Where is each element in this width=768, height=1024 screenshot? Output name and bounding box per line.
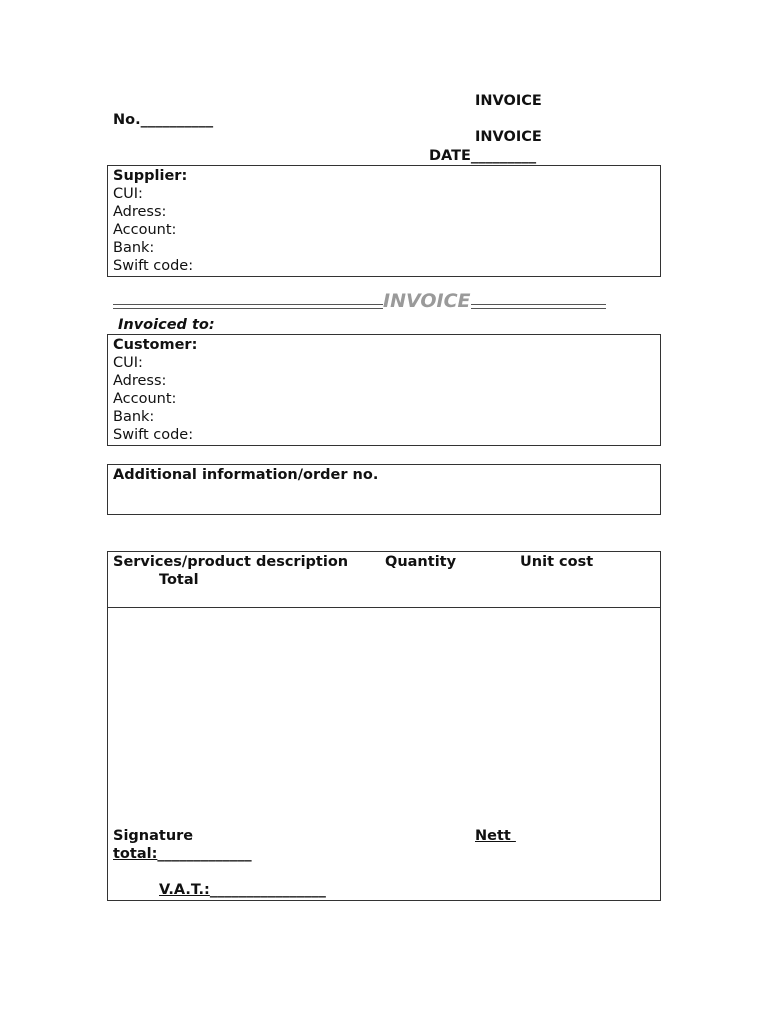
customer-box: [107, 334, 661, 446]
invoiced-to-label: Invoiced to:: [118, 317, 215, 333]
supplier-swift-label: Swift code:: [113, 258, 194, 274]
supplier-address-label: Adress:: [113, 204, 167, 220]
additional-info-label: Additional information/order no.: [113, 467, 379, 483]
vat-label: V.A.T.:: [159, 882, 210, 898]
invoice-date-heading: INVOICE: [475, 129, 542, 145]
col-description-header: Services/product description: [113, 554, 349, 570]
nett-total-field: [113, 845, 252, 863]
total-label: total:: [113, 846, 158, 862]
invoice-date-field: DATE_________: [429, 148, 537, 164]
customer-heading: Customer:: [113, 337, 198, 353]
items-table-body: [108, 608, 660, 830]
supplier-heading: Supplier:: [113, 168, 188, 184]
banner-rule-right: [471, 304, 606, 309]
customer-bank-label: Bank:: [113, 409, 155, 425]
invoice-banner-title: INVOICE: [383, 290, 471, 312]
invoice-banner: [113, 292, 608, 316]
invoice-number-field: No.__________: [113, 112, 214, 128]
customer-cui-label: CUI:: [113, 355, 143, 371]
total-blank: _____________: [157, 846, 252, 862]
customer-swift-label: Swift code:: [113, 427, 194, 443]
supplier-bank-label: Bank:: [113, 240, 155, 256]
customer-address-label: Adress:: [113, 373, 167, 389]
vat-field: [159, 881, 326, 899]
col-unit-cost-header: Unit cost: [520, 554, 594, 570]
customer-account-label: Account:: [113, 391, 177, 407]
items-table-header: [108, 552, 660, 608]
nett-label: Nett: [475, 828, 516, 844]
invoice-heading: INVOICE: [475, 93, 542, 109]
signature-label: Signature: [113, 828, 194, 844]
banner-rule-left: [113, 304, 383, 309]
additional-info-box: [107, 464, 661, 515]
items-table: [107, 551, 661, 901]
vat-blank: ________________: [209, 882, 326, 898]
supplier-box: [107, 165, 661, 277]
col-quantity-header: Quantity: [385, 554, 457, 570]
col-total-header: Total: [159, 572, 199, 588]
supplier-cui-label: CUI:: [113, 186, 143, 202]
supplier-account-label: Account:: [113, 222, 177, 238]
